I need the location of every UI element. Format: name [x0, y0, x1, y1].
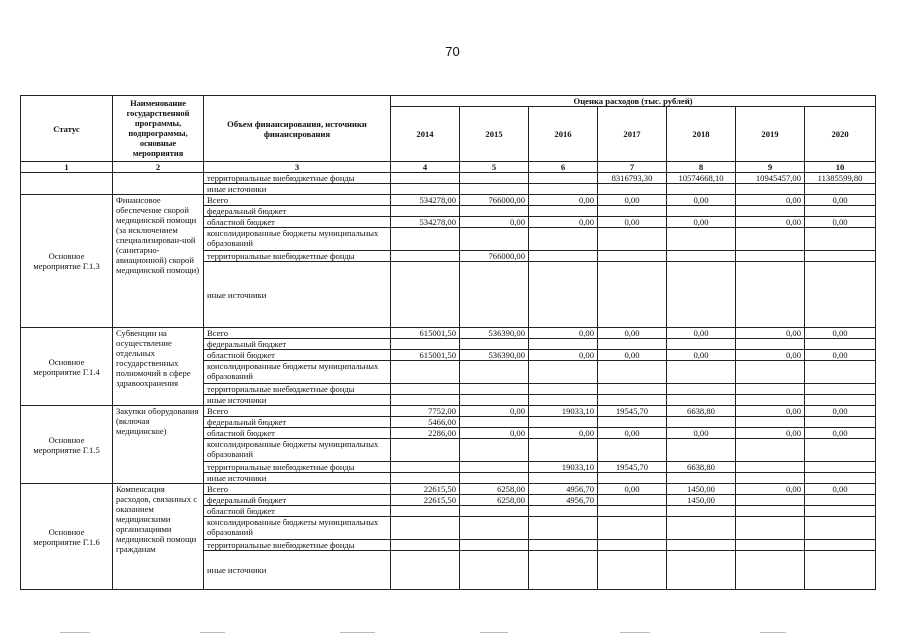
amount-cell	[736, 184, 805, 195]
amount-cell	[598, 551, 667, 590]
amount-cell: 4956,70	[529, 495, 598, 506]
amount-cell	[391, 339, 460, 350]
amount-cell: 0,00	[667, 195, 736, 206]
amount-cell: 0,00	[529, 428, 598, 439]
amount-cell	[391, 551, 460, 590]
amount-cell	[667, 384, 736, 395]
amount-cell	[598, 495, 667, 506]
amount-cell	[667, 184, 736, 195]
table-row	[21, 406, 876, 417]
amount-cell: 0,00	[529, 195, 598, 206]
amount-cell	[460, 184, 529, 195]
amount-cell: 0,00	[736, 350, 805, 361]
amount-cell	[736, 417, 805, 428]
amount-cell: 19545,70	[598, 462, 667, 473]
funding-source: иные источники	[204, 395, 391, 406]
column-index: 4	[391, 162, 460, 173]
amount-cell	[598, 251, 667, 262]
amount-cell: 0,00	[598, 428, 667, 439]
header-program-name: Наименование государственной программы, подпрограммы, основные мероприятия	[113, 96, 204, 162]
amount-cell: 0,00	[805, 217, 876, 228]
amount-cell	[805, 206, 876, 217]
page-number: 70	[445, 44, 460, 59]
carryover-row	[21, 173, 876, 184]
funding-source: территориальные внебюджетные фонды	[204, 384, 391, 395]
amount-cell	[805, 417, 876, 428]
amount-cell: 22615,50	[391, 484, 460, 495]
header-year: 2017	[598, 107, 667, 162]
table-row	[21, 328, 876, 339]
header-year: 2018	[667, 107, 736, 162]
amount-cell	[736, 395, 805, 406]
amount-cell	[805, 262, 876, 328]
amount-cell: 0,00	[460, 406, 529, 417]
amount-cell: 0,00	[598, 328, 667, 339]
amount-cell	[805, 473, 876, 484]
amount-cell: 615001,50	[391, 350, 460, 361]
amount-cell: 2286,00	[391, 428, 460, 439]
amount-cell	[391, 473, 460, 484]
column-index: 3	[204, 162, 391, 173]
amount-cell	[805, 228, 876, 251]
funding-source: консолидированные бюджеты муниципальных образований	[204, 361, 391, 384]
amount-cell	[805, 251, 876, 262]
amount-cell	[667, 206, 736, 217]
header-funding: Объем финансирования, источники финансирования	[204, 96, 391, 162]
amount-cell: 766000,00	[460, 195, 529, 206]
header-estimate: Оценка расходов (тыс. рублей)	[391, 96, 876, 107]
funding-source: областной бюджет	[204, 506, 391, 517]
funding-source: федеральный бюджет	[204, 417, 391, 428]
amount-cell	[529, 506, 598, 517]
amount-cell	[391, 173, 460, 184]
amount-cell	[529, 206, 598, 217]
amount-cell	[667, 506, 736, 517]
amount-cell	[529, 417, 598, 428]
amount-cell	[736, 206, 805, 217]
amount-cell	[460, 173, 529, 184]
amount-cell	[529, 551, 598, 590]
column-index: 10	[805, 162, 876, 173]
amount-cell: 6258,00	[460, 495, 529, 506]
amount-cell: 0,00	[736, 328, 805, 339]
funding-source: Всего	[204, 484, 391, 495]
amount-cell	[667, 517, 736, 540]
amount-cell: 0,00	[805, 328, 876, 339]
amount-cell: 536390,00	[460, 328, 529, 339]
amount-cell: 0,00	[529, 328, 598, 339]
amount-cell	[460, 384, 529, 395]
amount-cell	[391, 361, 460, 384]
funding-source: консолидированные бюджеты муниципальных образований	[204, 439, 391, 462]
amount-cell	[529, 228, 598, 251]
amount-cell	[805, 495, 876, 506]
amount-cell: 0,00	[736, 428, 805, 439]
column-index: 5	[460, 162, 529, 173]
funding-source: консолидированные бюджеты муниципальных образований	[204, 517, 391, 540]
amount-cell: 10574668,10	[667, 173, 736, 184]
amount-cell: 6258,00	[460, 484, 529, 495]
amount-cell: 0,00	[736, 217, 805, 228]
column-index: 8	[667, 162, 736, 173]
measure-name-cell: Закупки оборудования (включая медицинское)	[113, 406, 204, 484]
table-row	[21, 484, 876, 495]
funding-source: иные источники	[204, 551, 391, 590]
amount-cell	[667, 361, 736, 384]
funding-source: консолидированные бюджеты муниципальных образований	[204, 228, 391, 251]
amount-cell	[736, 262, 805, 328]
amount-cell	[529, 439, 598, 462]
amount-cell: 19033,10	[529, 406, 598, 417]
amount-cell: 0,00	[667, 217, 736, 228]
status-cell: Основное мероприятие Г.1.6	[21, 484, 113, 590]
column-index: 2	[113, 162, 204, 173]
amount-cell: 10945457,00	[736, 173, 805, 184]
funding-source: областной бюджет	[204, 428, 391, 439]
amount-cell: 0,00	[805, 406, 876, 417]
amount-cell	[736, 551, 805, 590]
amount-cell	[667, 540, 736, 551]
table-body	[21, 173, 876, 590]
amount-cell	[667, 251, 736, 262]
amount-cell	[391, 184, 460, 195]
amount-cell	[391, 228, 460, 251]
amount-cell: 0,00	[736, 406, 805, 417]
amount-cell	[598, 517, 667, 540]
amount-cell	[460, 462, 529, 473]
amount-cell	[391, 517, 460, 540]
status-cell: Основное мероприятие Г.1.4	[21, 328, 113, 406]
amount-cell: 0,00	[805, 195, 876, 206]
amount-cell	[805, 339, 876, 350]
column-index: 6	[529, 162, 598, 173]
funding-source: федеральный бюджет	[204, 339, 391, 350]
carryover-name-cell	[113, 173, 204, 195]
amount-cell	[736, 540, 805, 551]
amount-cell: 0,00	[460, 428, 529, 439]
amount-cell: 0,00	[667, 328, 736, 339]
amount-cell	[667, 395, 736, 406]
amount-cell	[529, 339, 598, 350]
column-index: 9	[736, 162, 805, 173]
funding-source: территориальные внебюджетные фонды	[204, 251, 391, 262]
measure-name-cell: Финансовое обеспечение скорой медицинской помощи (за исключением специализирован-ной (санитарно-авиационной) скорой медицинской помощи)	[113, 195, 204, 328]
financing-table	[20, 95, 876, 590]
scan-artifacts	[0, 632, 905, 634]
amount-cell	[460, 361, 529, 384]
amount-cell	[805, 361, 876, 384]
amount-cell	[598, 206, 667, 217]
amount-cell	[391, 262, 460, 328]
amount-cell	[460, 262, 529, 328]
measure-name-cell: Компенсация расходов, связанных с оказанием медицинскими организациями медицинской помощи гражданам	[113, 484, 204, 590]
amount-cell: 5466,00	[391, 417, 460, 428]
amount-cell: 0,00	[805, 350, 876, 361]
amount-cell	[460, 339, 529, 350]
amount-cell	[736, 495, 805, 506]
funding-source: Всего	[204, 406, 391, 417]
amount-cell	[460, 206, 529, 217]
amount-cell: 536390,00	[460, 350, 529, 361]
amount-cell	[736, 506, 805, 517]
funding-source: иные источники	[204, 262, 391, 328]
amount-cell: 19545,70	[598, 406, 667, 417]
header-year: 2020	[805, 107, 876, 162]
amount-cell: 1450,00	[667, 495, 736, 506]
amount-cell	[736, 361, 805, 384]
amount-cell: 0,00	[598, 484, 667, 495]
amount-cell: 7752,00	[391, 406, 460, 417]
amount-cell: 0,00	[736, 195, 805, 206]
header-year: 2015	[460, 107, 529, 162]
amount-cell	[598, 262, 667, 328]
amount-cell	[805, 506, 876, 517]
amount-cell: 0,00	[736, 484, 805, 495]
amount-cell	[736, 517, 805, 540]
funding-source: федеральный бюджет	[204, 495, 391, 506]
amount-cell: 1450,00	[667, 484, 736, 495]
amount-cell	[391, 506, 460, 517]
amount-cell	[529, 473, 598, 484]
amount-cell	[598, 417, 667, 428]
amount-cell	[736, 339, 805, 350]
amount-cell: 22615,50	[391, 495, 460, 506]
funding-source: территориальные внебюджетные фонды	[204, 462, 391, 473]
amount-cell	[736, 384, 805, 395]
amount-cell	[736, 251, 805, 262]
amount-cell: 0,00	[460, 217, 529, 228]
amount-cell: 19033,10	[529, 462, 598, 473]
amount-cell	[391, 206, 460, 217]
amount-cell	[736, 439, 805, 462]
amount-cell	[805, 184, 876, 195]
amount-cell	[805, 384, 876, 395]
amount-cell	[529, 384, 598, 395]
amount-cell	[736, 473, 805, 484]
status-cell: Основное мероприятие Г.1.3	[21, 195, 113, 328]
funding-source: областной бюджет	[204, 217, 391, 228]
amount-cell	[391, 384, 460, 395]
funding-source: иные источники	[204, 184, 391, 195]
amount-cell: 4956,70	[529, 484, 598, 495]
column-index: 1	[21, 162, 113, 173]
header-year: 2016	[529, 107, 598, 162]
amount-cell	[598, 439, 667, 462]
amount-cell	[598, 473, 667, 484]
amount-cell	[460, 395, 529, 406]
header-status: Статус	[21, 96, 113, 162]
amount-cell	[805, 551, 876, 590]
funding-source: иные источники	[204, 473, 391, 484]
measure-name-cell: Субвенции на осуществление отдельных государственных полномочий в сфере здравоохранения	[113, 328, 204, 406]
amount-cell: 11385599,80	[805, 173, 876, 184]
carryover-status-cell	[21, 173, 113, 195]
amount-cell	[529, 517, 598, 540]
amount-cell	[598, 384, 667, 395]
amount-cell	[598, 506, 667, 517]
amount-cell	[598, 361, 667, 384]
amount-cell	[529, 251, 598, 262]
amount-cell	[598, 184, 667, 195]
amount-cell	[391, 439, 460, 462]
amount-cell	[391, 462, 460, 473]
amount-cell: 0,00	[598, 195, 667, 206]
amount-cell	[391, 251, 460, 262]
header-year: 2019	[736, 107, 805, 162]
amount-cell	[460, 517, 529, 540]
amount-cell	[805, 462, 876, 473]
amount-cell: 766000,00	[460, 251, 529, 262]
amount-cell: 0,00	[529, 350, 598, 361]
table-row	[21, 195, 876, 206]
amount-cell: 0,00	[598, 217, 667, 228]
funding-source: территориальные внебюджетные фонды	[204, 173, 391, 184]
amount-cell	[805, 395, 876, 406]
amount-cell	[529, 262, 598, 328]
amount-cell	[391, 540, 460, 551]
amount-cell: 8316793,30	[598, 173, 667, 184]
amount-cell: 0,00	[529, 217, 598, 228]
amount-cell: 6638,80	[667, 406, 736, 417]
amount-cell: 615001,50	[391, 328, 460, 339]
amount-cell: 0,00	[667, 350, 736, 361]
funding-source: территориальные внебюджетные фонды	[204, 540, 391, 551]
amount-cell	[667, 417, 736, 428]
amount-cell	[667, 262, 736, 328]
amount-cell	[529, 540, 598, 551]
amount-cell: 6638,80	[667, 462, 736, 473]
amount-cell	[736, 228, 805, 251]
amount-cell	[598, 540, 667, 551]
amount-cell: 0,00	[667, 428, 736, 439]
amount-cell	[460, 228, 529, 251]
amount-cell	[529, 395, 598, 406]
funding-source: федеральный бюджет	[204, 206, 391, 217]
amount-cell	[667, 439, 736, 462]
amount-cell	[598, 228, 667, 251]
amount-cell: 534278,00	[391, 217, 460, 228]
status-cell: Основное мероприятие Г.1.5	[21, 406, 113, 484]
amount-cell	[460, 417, 529, 428]
amount-cell	[391, 395, 460, 406]
amount-cell	[736, 462, 805, 473]
amount-cell	[460, 473, 529, 484]
header-year: 2014	[391, 107, 460, 162]
amount-cell	[598, 339, 667, 350]
amount-cell: 534278,00	[391, 195, 460, 206]
column-index: 7	[598, 162, 667, 173]
amount-cell	[805, 439, 876, 462]
amount-cell	[529, 173, 598, 184]
funding-source: областной бюджет	[204, 350, 391, 361]
amount-cell: 0,00	[598, 350, 667, 361]
amount-cell	[460, 540, 529, 551]
amount-cell	[460, 551, 529, 590]
amount-cell: 0,00	[805, 484, 876, 495]
amount-cell	[667, 228, 736, 251]
amount-cell	[667, 339, 736, 350]
amount-cell	[667, 551, 736, 590]
amount-cell	[460, 439, 529, 462]
amount-cell	[805, 540, 876, 551]
funding-source: Всего	[204, 328, 391, 339]
amount-cell: 0,00	[805, 428, 876, 439]
amount-cell	[667, 473, 736, 484]
amount-cell	[805, 517, 876, 540]
amount-cell	[460, 506, 529, 517]
amount-cell	[598, 395, 667, 406]
amount-cell	[529, 361, 598, 384]
amount-cell	[529, 184, 598, 195]
funding-source: Всего	[204, 195, 391, 206]
